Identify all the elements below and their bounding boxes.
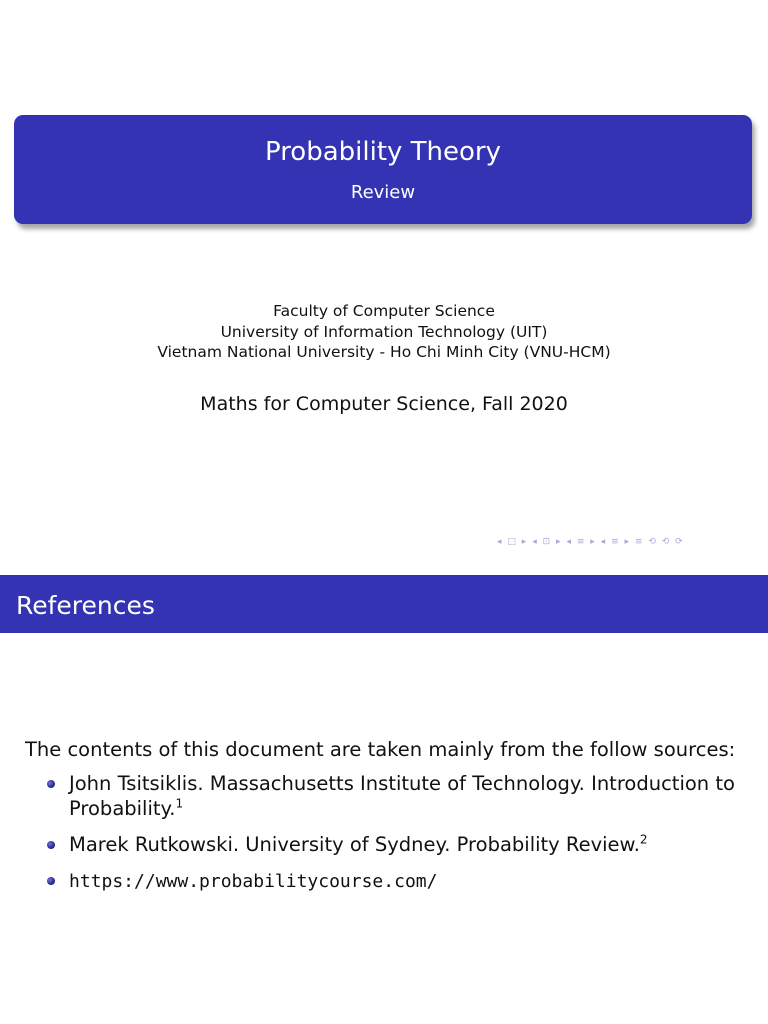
references-body [25, 737, 745, 905]
list-item [25, 832, 745, 857]
institution-line: Faculty of Computer Science [273, 302, 495, 320]
list-item [25, 868, 745, 894]
nav-prev-icon[interactable]: ◂ [497, 537, 503, 547]
nav-next-icon[interactable]: ▸ [624, 537, 630, 547]
nav-prev-icon[interactable]: ◂ [566, 537, 572, 547]
nav-prev-icon[interactable]: ◂ [600, 537, 606, 547]
institution-line: University of Information Technology (UIT) [220, 322, 548, 341]
bullet-icon [47, 780, 55, 788]
institution-block [0, 301, 768, 363]
reference-text: Marek Rutkowski. University of Sydney. Probability Review. [69, 833, 640, 856]
nav-next-icon[interactable]: ▸ [556, 537, 562, 547]
nav-subsection-icon[interactable]: ⊡ [542, 537, 551, 547]
navigation-symbols[interactable] [497, 537, 762, 551]
slide-title: Probability Theory [264, 137, 502, 167]
nav-prev-icon[interactable]: ◂ [532, 537, 538, 547]
institution-line: Vietnam National University - Ho Chi Minh City (VNU-HCM) [157, 343, 611, 361]
references-slide [0, 556, 768, 1024]
nav-forward-icon[interactable]: ⟳ [675, 537, 684, 547]
footnote-marker[interactable]: 2 [639, 832, 648, 847]
frame-title-bar [0, 575, 768, 633]
nav-next-icon[interactable]: ▸ [521, 537, 527, 547]
reference-link[interactable]: https://www.probabilitycourse.com/ [69, 871, 438, 892]
title-block [14, 115, 752, 224]
bullet-icon [47, 841, 55, 849]
nav-search-icon[interactable]: ⟲ [661, 537, 670, 547]
course-line: Maths for Computer Science, Fall 2020 [200, 393, 568, 415]
list-item [25, 771, 745, 821]
footnote-marker[interactable]: 1 [175, 796, 184, 811]
references-list [25, 771, 745, 894]
nav-section-icon[interactable]: ≡ [576, 537, 585, 547]
intro-text: The contents of this document are taken mainly from the follow sources: [25, 738, 736, 761]
nav-next-icon[interactable]: ▸ [590, 537, 596, 547]
nav-back-icon[interactable]: ⟲ [648, 537, 657, 547]
nav-document-icon[interactable]: ≡ [611, 537, 620, 547]
nav-frame-icon[interactable]: □ [507, 537, 517, 547]
slide-subtitle: Review [350, 182, 416, 203]
nav-appendix-icon[interactable]: ≡ [634, 537, 643, 547]
reference-text: John Tsitsiklis. Massachusetts Institute of Technology. Introduction to Probability. [69, 772, 735, 820]
bullet-icon [47, 877, 55, 885]
frame-title: References [16, 591, 155, 620]
